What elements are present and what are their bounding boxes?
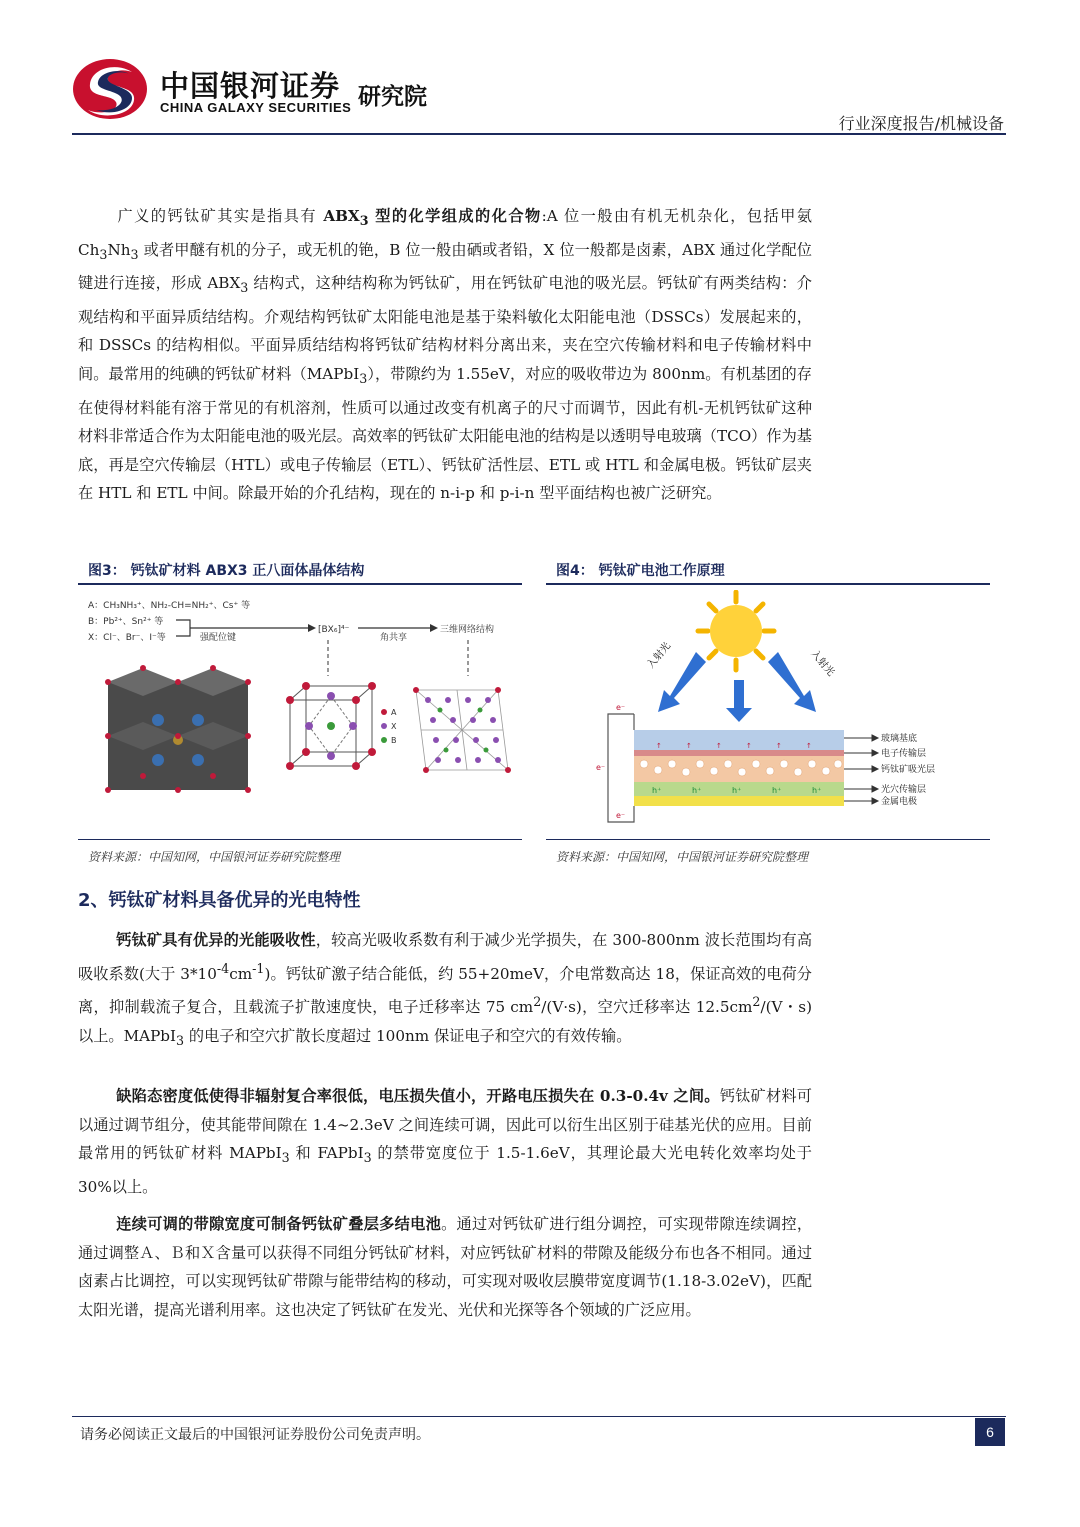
fig3-line-b: B：Pb²⁺、Sn²⁺ 等: [88, 617, 164, 627]
galaxy-logo-icon: [72, 58, 148, 120]
intro-sub-2: 3: [99, 246, 108, 262]
page-number: 6: [975, 1418, 1005, 1446]
s2p1-sup-4: 2: [752, 994, 761, 1010]
fig4-light-left-label: 入射光: [645, 640, 674, 671]
s2p1-bold: 钙钛矿具有优异的光能吸收性: [116, 931, 316, 949]
fig4-external-circuit: [608, 714, 634, 822]
s2p3-bold: 连续可调的带隙宽度可制备钙钛矿叠层多结电池: [116, 1215, 442, 1233]
svg-text:h⁺: h⁺: [772, 786, 782, 795]
s2p1-text-a: ，较高光吸收系数有利于减少光学损失，在 300-800nm 波长范围均有高吸收系数(大于 3*10: [78, 931, 813, 983]
fig3-corner-label: 角共享: [380, 633, 408, 643]
intro-text-3: Nh: [107, 240, 131, 259]
svg-text:h⁺: h⁺: [692, 786, 702, 795]
intro-sub-3: 3: [130, 246, 139, 262]
s2p1-text-f: 的电子和空穴扩散长度超过 100nm 保证电子和空穴的有效传输。: [184, 1026, 632, 1045]
intro-text-6: ），带隙约为 1.55eV，对应的吸收带边为 800nm。有机基团的存在使得材料能有溶于常见的有机溶剂，性质可以通过改变有机离子的尺寸而调节，因此有机-无机钙钛矿这种材料非常适合作为太阳能电池的吸光层。高效率的钙钛矿太阳能电池的结构是以透明导电玻璃（TCO）作为基底，再是空穴传输层（HTL）或电子传输层（ETL）、钙钛矿活性层、ETL 或 HTL 和金属电极。钙钛矿层夹在 HTL 和 ETL 中间。除最开始的介孔结构，现在的 n-i-p 和 p-i-n 型平面结构也被广泛研究。: [78, 365, 812, 503]
sun-icon: [698, 592, 774, 670]
fig3-line-x: X：Cl⁻、Br⁻、I⁻等: [88, 633, 166, 643]
svg-text:↑: ↑: [686, 742, 692, 750]
figure3-bottom-rule: [78, 839, 522, 840]
fig3-network-label: 三维网络结构: [440, 625, 495, 635]
fig4-layer-glass: 玻璃基底: [881, 734, 918, 744]
intro-sub-5: 3: [359, 371, 368, 387]
fig4-hole-label: h⁺: [652, 786, 662, 795]
s2p2-text-b: 和 FAPbI: [289, 1144, 364, 1163]
brand-name-cn: 中国银河证券: [160, 69, 341, 103]
section2-paragraph-2: [78, 1082, 812, 1201]
fig4-layer-htl: 光穴传输层: [881, 785, 927, 795]
page-header: [0, 0, 1080, 140]
s2p2-bold: 缺陷态密度低使得非辐射复合率很低，电压损失值小，开路电压损失在 0.3-0.4v 之间。: [116, 1087, 720, 1105]
section2-paragraph-1: [78, 926, 812, 1056]
figure4-bottom-rule: [546, 839, 990, 840]
s2p3-text-a: 。通过对钙钛矿进行组分调控，可实现带隙连续调控，通过调整Ａ、Ｂ和Ｘ含量可以获得不同组分钙钛矿材料，对应钙钛矿材料的带隙及能级分布也各不相同。通过卤素占比调控，可以实现钙钛矿带隙与能带结构的移动，可实现对吸收层膜带宽度调节(1.18-3.02eV)，匹配太阳光谱，提高光谱利用率。这也决定了钙钛矿在发光、光伏和光探等各个领域的广泛应用。: [78, 1215, 813, 1319]
report-type: 行业深度报告/机械设备: [838, 114, 1004, 133]
s2p1-text-d: /(V·s)，空穴迁移率达 12.5cm: [541, 998, 753, 1017]
s2p1-sup-3: 2: [533, 994, 542, 1010]
fig3-line-a: A：CH₃NH₃⁺、NH₂-CH=NH₂⁺、Cs⁺ 等: [88, 601, 251, 611]
header-divider: [72, 133, 1006, 135]
svg-text:↑: ↑: [776, 742, 782, 750]
fig4-layer-perovskite: 钙钛矿吸光层: [881, 765, 936, 775]
intro-sub-1: 3: [359, 213, 369, 229]
fig3-network-lattice: [413, 687, 511, 773]
fig3-legend-b: B: [391, 736, 397, 745]
intro-text-2: :A 位一般由有机无机杂化，包括甲氨 Ch: [78, 207, 812, 259]
fig3-octahedra-cluster: [105, 665, 251, 793]
intro-text-1: 广义的钙钛矿其实是指具有: [116, 207, 324, 225]
s2p1-text-e: /(V・s)以上。MAPbI: [78, 998, 813, 1045]
figure3-title: 图3： 钙钛矿材料 ABX3 正八面体晶体结构: [88, 563, 365, 579]
svg-text:↑: ↑: [656, 742, 662, 750]
s2p1-sub-1: 3: [176, 1032, 185, 1048]
svg-text:h⁺: h⁺: [732, 786, 742, 795]
figure4-source: 资料来源：中国知网，中国银河证券研究院整理: [556, 850, 809, 864]
fig3-bond-label: 强配位键: [200, 633, 237, 643]
s2p2-text-c: 的禁带宽度位于 1.5-1.6eV，其理论最大光电转化效率均处于 30%以上。: [78, 1144, 812, 1196]
fig3-legend-a: A: [391, 708, 397, 717]
fig4-layer-stack: [634, 730, 844, 806]
s2p2-sub-1: 3: [281, 1150, 290, 1166]
svg-text:e⁻: e⁻: [616, 811, 626, 820]
svg-text:↑: ↑: [746, 742, 752, 750]
svg-text:↑: ↑: [716, 742, 722, 750]
fig4-light-right-label: 入射光: [808, 648, 837, 679]
figure3-top-rule: [78, 583, 522, 585]
intro-sub-4: 3: [240, 280, 249, 296]
fig4-layer-etl: 电子传输层: [881, 749, 927, 759]
footer-divider: [72, 1416, 1006, 1417]
s2p2-sub-2: 3: [363, 1150, 372, 1166]
svg-text:e⁻: e⁻: [596, 763, 606, 772]
figure3-crystal-diagram: [78, 590, 522, 835]
svg-text:h⁺: h⁺: [812, 786, 822, 795]
footer-disclaimer: 请务必阅读正文最后的中国银河证券股份公司免责声明。: [80, 1427, 430, 1443]
s2p1-text-b: cm: [229, 964, 253, 983]
s2p1-sup-2: -1: [252, 960, 265, 976]
intro-text-4: 或者甲醚有机的分子，或无机的铯，B 位一般由硒或者铅，X 位一般都是卤素，ABX 通过化学配位键进行连接，形成 ABX: [78, 240, 812, 293]
intro-bold-2: 型的化学组成的化合物: [368, 207, 542, 225]
s2p2-text-a: 钙钛矿材料可以通过调节组分，使其能带间隙在 1.4~2.3eV 之间连续可调，因此可以衍生出区别于硅基光伏的应用。目前最常用的钙钛矿材料 MAPbI: [78, 1087, 812, 1163]
section-2-heading: 2、钙钛矿材料具备优异的光电特性: [78, 890, 361, 911]
brand-name-en: CHINA GALAXY SECURITIES: [160, 100, 352, 115]
fig3-legend-x: X: [391, 722, 397, 731]
svg-text:↑: ↑: [806, 742, 812, 750]
institute-name: 研究院: [358, 84, 427, 110]
section2-paragraph-3: [78, 1210, 812, 1324]
intro-text-5: 结构式，这种结构称为钙钛矿，用在钙钛矿电池的吸光层。钙钛矿有两类结构：介观结构和平面异质结结构。介观结构钙钛矿太阳能电池是基于染料敏化太阳能电池（DSSCs）发展起来的，和 DSSCs 的结构相似。平面异质结结构将钙钛矿结构材料分离出来，夹在空穴传输材料和电子传输材料中间。最常用的纯碘的钙钛矿材料（MAPbI: [78, 274, 812, 384]
fig4-layer-metal: 金属电极: [881, 797, 918, 807]
intro-bold-abx: ABX: [323, 207, 360, 225]
figure4-title: 图4： 钙钛矿电池工作原理: [556, 563, 725, 579]
figure4-solar-cell-diagram: [546, 590, 990, 835]
fig3-unit-cell: [286, 682, 397, 770]
intro-paragraph: [78, 202, 812, 508]
figure3-source: 资料来源：中国知网，中国银河证券研究院整理: [88, 850, 341, 864]
figure4-top-rule: [546, 583, 990, 585]
fig4-electron-label: e⁻: [616, 703, 626, 712]
s2p1-sup-1: -4: [216, 960, 230, 976]
s2p1-text-c: )。钙钛矿激子结合能低，约 55+20meV，介电常数高达 18，保证高效的电荷分离，抑制载流子复合，且载流子扩散速度快，电子迁移率达 75 cm: [78, 964, 812, 1017]
fig3-bx6-label: [BX₆]⁴⁻: [318, 625, 350, 635]
